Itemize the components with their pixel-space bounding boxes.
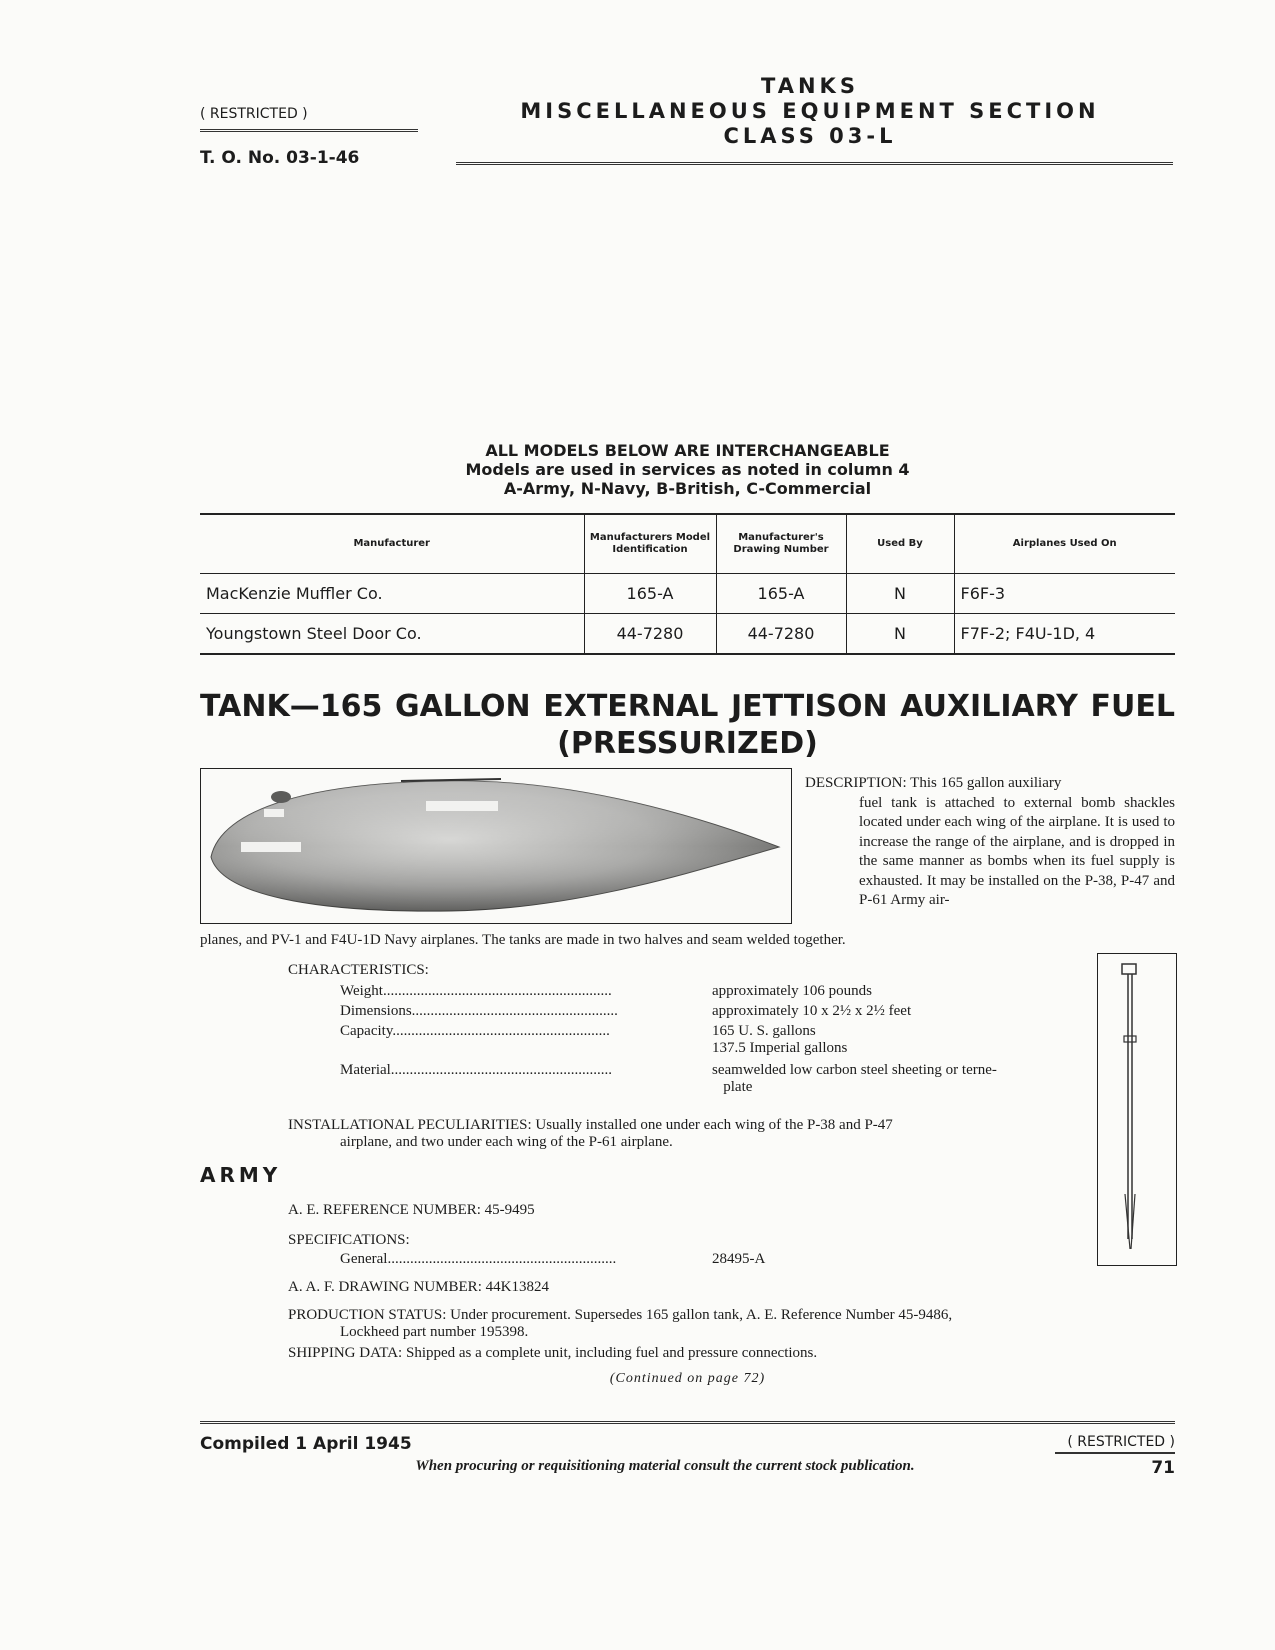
spec-material-line2: plate	[723, 1079, 753, 1095]
spec-material-value	[712, 1062, 1092, 1096]
spec-dimensions-value: approximately 10 x 2½ x 2½ feet	[712, 1003, 912, 1019]
spec-material	[340, 1062, 1100, 1096]
description-continued: planes, and PV-1 and F4U-1D Navy airplanes. The tanks are made in two halves and seam welded together.	[200, 932, 846, 948]
side-drawing-box	[1097, 953, 1177, 1266]
col-header-manufacturer: Manufacturer	[200, 514, 584, 574]
footer-restricted-rule	[1055, 1452, 1175, 1456]
cell-airplanes: F6F-3	[954, 574, 1175, 614]
table-row	[200, 574, 1175, 614]
cell-drawing-number: 165-A	[716, 574, 846, 614]
interchangeable-line1: ALL MODELS BELOW ARE INTERCHANGEABLE	[485, 441, 890, 460]
shipping-data: SHIPPING DATA: Shipped as a complete unit, including fuel and pressure connections.	[288, 1345, 818, 1361]
page-number: 71	[1151, 1458, 1175, 1478]
spec-weight-label: Weight.............................................................	[340, 983, 612, 999]
continued-note: (Continued on page 72)	[609, 1371, 766, 1386]
description-body: fuel tank is attached to external bomb shackles located under each wing of the airplane. It is used to increase the range of the airplane, and is dropped in the same manner as bombs when its fuel supply is exhausted. It may be installed on the P-38, P-47 and P-61 Army air-	[859, 794, 1175, 908]
interchangeable-note	[200, 441, 1175, 498]
header-right-rule	[456, 162, 1173, 167]
spec-capacity-label: Capacity..........................................................	[340, 1023, 610, 1039]
tank-photo	[200, 768, 792, 924]
compiled-date: Compiled 1 April 1945	[200, 1434, 412, 1454]
header-left-rule	[200, 129, 418, 134]
spec-weight-value: approximately 106 pounds	[712, 983, 872, 999]
production-status	[288, 1307, 1178, 1341]
table-row	[200, 614, 1175, 655]
section-title-line2: MISCELLANEOUS EQUIPMENT SECTION	[520, 99, 1100, 123]
col-header-used-by: Used By	[846, 514, 954, 574]
section-title-line1: TANKS	[761, 74, 859, 98]
production-status-line2: Lockheed part number 195398.	[340, 1324, 529, 1340]
description-first-line: DESCRIPTION: This 165 gallon auxiliary	[805, 775, 1062, 791]
aaf-drawing-number: A. A. F. DRAWING NUMBER: 44K13824	[288, 1279, 549, 1295]
army-heading: ARMY	[200, 1163, 282, 1187]
spec-dimensions-label: Dimensions.......................................................	[340, 1003, 618, 1019]
interchangeable-line3: A-Army, N-Navy, B-British, C-Commercial	[503, 479, 872, 498]
cell-model-id: 165-A	[584, 574, 716, 614]
spec-general	[340, 1251, 1100, 1268]
col-header-drawing-number: Manufacturer's Drawing Number	[716, 514, 846, 574]
interchangeable-line2: Models are used in services as noted in column 4	[465, 460, 910, 479]
installational-line2: airplane, and two under each wing of the P-61 airplane.	[340, 1134, 673, 1150]
installational-line1: INSTALLATIONAL PECULIARITIES: Usually installed one under each wing of the P-38 and P-47	[288, 1117, 893, 1133]
item-title-line2: (PRESSURIZED)	[557, 726, 818, 761]
to-number: T. O. No. 03-1-46	[200, 148, 360, 168]
header-restricted-label: ( RESTRICTED )	[200, 106, 308, 122]
spec-capacity-value	[712, 1023, 1092, 1057]
ae-reference-number: A. E. REFERENCE NUMBER: 45-9495	[288, 1202, 535, 1218]
col-header-model-id: Manufacturers Model Identification	[584, 514, 716, 574]
item-title-line1: TANK—165 GALLON EXTERNAL JETTISON AUXILIARY FUEL	[200, 689, 1175, 724]
col-header-airplanes: Airplanes Used On	[954, 514, 1175, 574]
spec-weight	[340, 983, 1100, 1000]
specifications-heading: SPECIFICATIONS:	[288, 1232, 410, 1248]
footer-rule	[200, 1421, 1175, 1426]
spec-dimensions	[340, 1003, 1100, 1020]
section-title	[500, 74, 1120, 149]
spec-capacity	[340, 1023, 1100, 1057]
description	[805, 774, 1175, 911]
cell-manufacturer: MacKenzie Muffler Co.	[200, 574, 584, 614]
cell-manufacturer: Youngstown Steel Door Co.	[200, 614, 584, 655]
spec-general-label: General.............................................................	[340, 1251, 617, 1267]
footer-restricted-label: ( RESTRICTED )	[1067, 1434, 1175, 1450]
spec-capacity-imperial: 137.5 Imperial gallons	[712, 1040, 848, 1056]
cell-model-id: 44-7280	[584, 614, 716, 655]
section-title-line3: CLASS 03-L	[723, 124, 897, 148]
cell-used-by: N	[846, 574, 954, 614]
fuel-tank-illustration	[201, 769, 790, 922]
spec-general-value: 28495-A	[712, 1251, 766, 1267]
cell-airplanes: F7F-2; F4U-1D, 4	[954, 614, 1175, 655]
cell-used-by: N	[846, 614, 954, 655]
spec-material-line1: seamwelded low carbon steel sheeting or terne-	[712, 1062, 997, 1078]
cell-drawing-number: 44-7280	[716, 614, 846, 655]
spec-material-label: Material...........................................................	[340, 1062, 613, 1078]
table-header-row	[200, 514, 1175, 574]
models-table	[200, 513, 1175, 655]
item-title	[200, 688, 1175, 762]
stock-publication-note: When procuring or requisitioning material consult the current stock publication.	[415, 1458, 915, 1474]
characteristics-heading: CHARACTERISTICS:	[288, 962, 429, 978]
production-status-line1: PRODUCTION STATUS: Under procurement. Supersedes 165 gallon tank, A. E. Reference Number 45-9486,	[288, 1307, 953, 1323]
installational-peculiarities	[288, 1117, 1178, 1151]
spec-capacity-us: 165 U. S. gallons	[712, 1023, 816, 1039]
